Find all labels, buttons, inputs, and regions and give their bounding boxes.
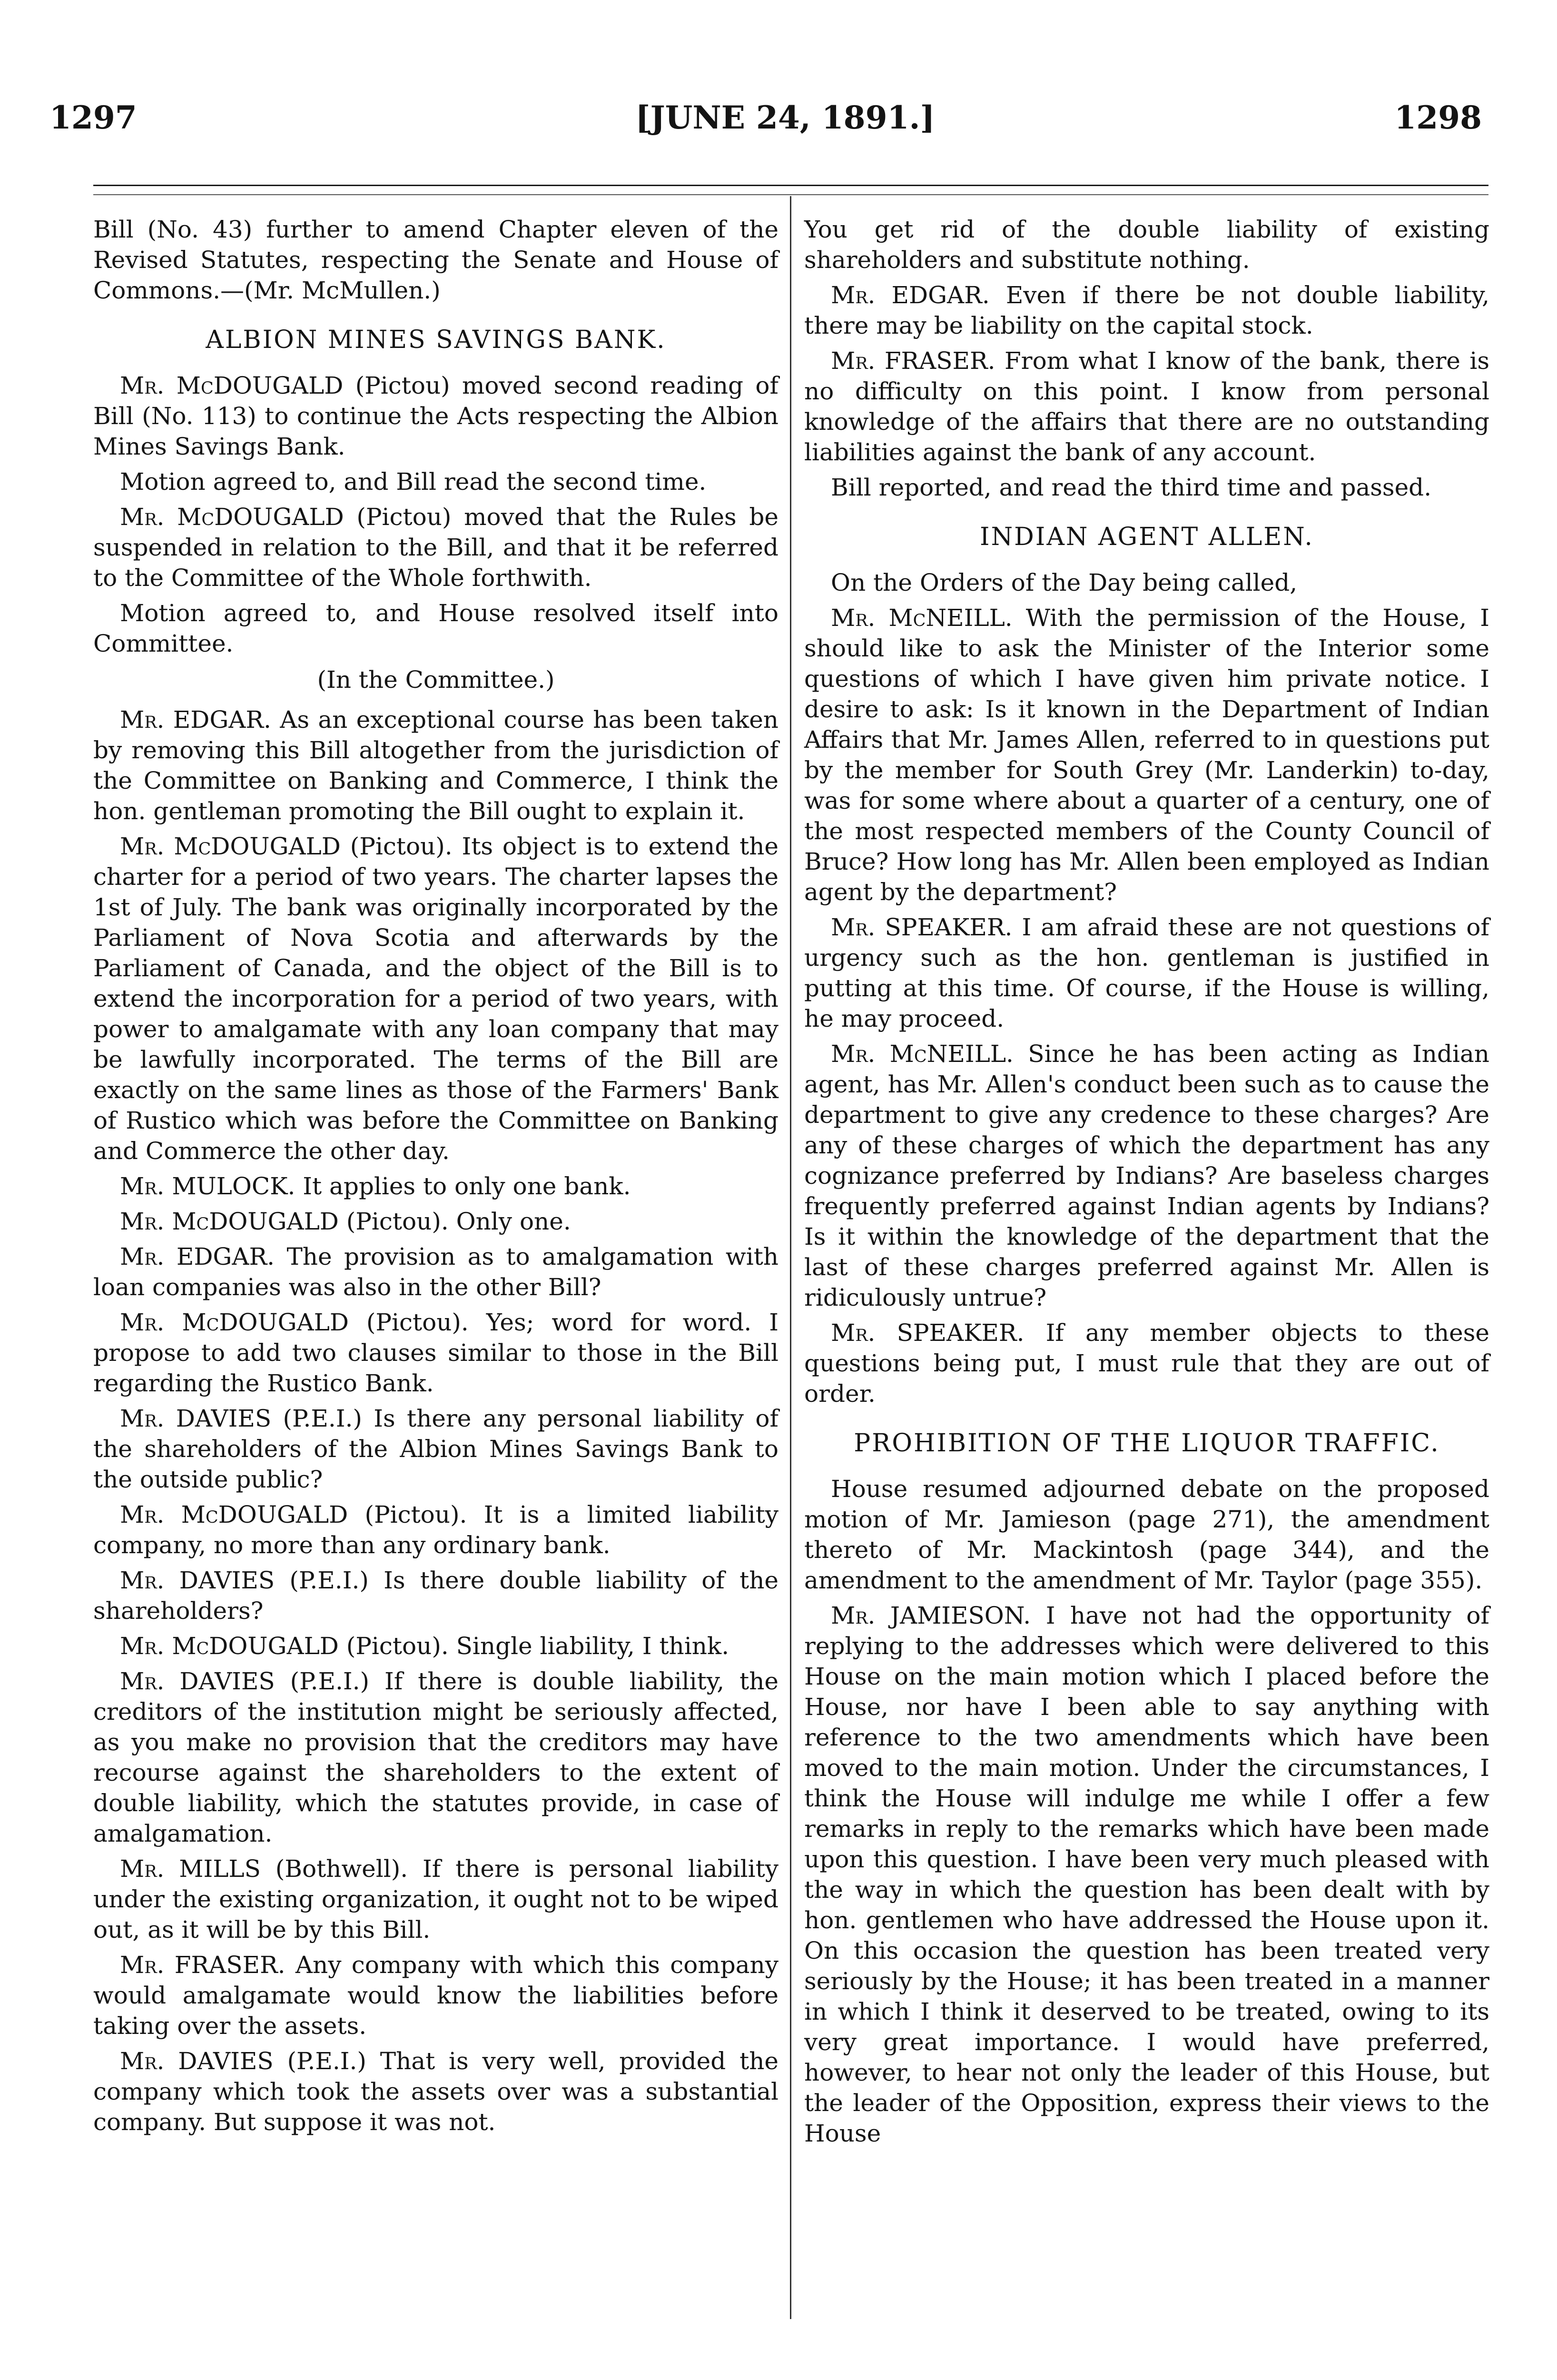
paragraph bbox=[93, 1631, 778, 1661]
speech-text: Even if there be not double liability, there may be liability on the capital stock. bbox=[804, 281, 1490, 339]
speech-text: I have not had the opportunity of replying to the addresses which were delivered to this House on the main motion which I placed before the House, nor have I been able to say anything with reference to the two amendments which have been moved to the main motion. Under the circumstances, I think the House will indulge me while I offer a few remarks in reply to the remarks which have been made upon this question. I have been very much pleased with the way in which the question has been dealt with by hon. gentlemen who have addressed the House upon it. On this occasion the question has been treated very seriously by the House; it has been treated in a manner in which I think it deserved to be treated, owing to its very great importance. I would have preferred, however, to hear not only the leader of this House, but the leader of the Opposition, express their views to the House bbox=[804, 1602, 1490, 2147]
paragraph bbox=[93, 1666, 778, 1849]
left-column bbox=[93, 214, 778, 2142]
section-heading: INDIAN AGENT ALLEN. bbox=[980, 523, 1314, 551]
speaker-name: Mr. EDGAR. bbox=[120, 1243, 275, 1270]
speech-text: (Pictou). It is a limited liability company, no more than any ordinary bank. bbox=[93, 1501, 778, 1559]
speaker-name: Mr. McDOUGALD bbox=[120, 1632, 339, 1660]
paragraph: On the Orders of the Day being called, bbox=[831, 569, 1298, 596]
paragraph bbox=[93, 1854, 778, 1945]
paragraph bbox=[93, 1171, 778, 1201]
page-header bbox=[0, 99, 1557, 151]
paragraph bbox=[93, 502, 778, 593]
paragraph bbox=[804, 1318, 1489, 1409]
speech-text: (Pictou). Single liability, I think. bbox=[346, 1632, 729, 1660]
speech-text: Any company with which this company would amalgamate would know the liabilities before taking over the assets. bbox=[93, 1951, 778, 2040]
committee-note: (In the Committee.) bbox=[317, 666, 555, 694]
paragraph: House resumed adjourned debate on the proposed motion of Mr. Jamieson (page 271), the amendment thereto of Mr. Mackintosh (page 344), and the amendment to the amendment of Mr. Taylor (page 355). bbox=[804, 1475, 1489, 1594]
paragraph bbox=[93, 831, 778, 1166]
speech-text: (Pictou) moved that the Rules be suspended in relation to the Bill, and that it be referred to the Committee of the Whole forthwith. bbox=[93, 503, 778, 592]
page-date: [JUNE 24, 1891.] bbox=[635, 99, 935, 136]
speaker-name: Mr. McDOUGALD bbox=[120, 503, 344, 531]
paragraph bbox=[93, 1403, 778, 1495]
speech-text: (P.E.I.) That is very well, provided the company which took the assets over was a substantial company. But suppose it was not. bbox=[93, 2047, 778, 2136]
speaker-name: Mr. DAVIES bbox=[120, 1667, 275, 1695]
right-column bbox=[804, 214, 1489, 2153]
speech-text: (P.E.I.) Is there any personal liability of the shareholders of the Albion Mines Savings Bank to the outside public? bbox=[93, 1405, 778, 1493]
speech-text: I am afraid these are not questions of urgency such as the hon. gentleman is justified in putting at this time. Of course, if the House is willing, he may proceed. bbox=[804, 913, 1489, 1032]
paragraph bbox=[804, 1039, 1489, 1313]
speaker-name: Mr. McNEILL. bbox=[831, 1040, 1014, 1068]
speaker-name: Mr. EDGAR. bbox=[120, 706, 271, 734]
speech-text: (Pictou). Only one. bbox=[346, 1208, 571, 1235]
speaker-name: Mr. McDOUGALD bbox=[120, 1208, 339, 1235]
speech-text: (Pictou). Its object is to extend the charter for a period of two years. The charter lapses the 1st of July. The bank was originally incorporated by the Parliament of Nova Scotia and afterwards by the Parliament of Canada, and the object of the Bill is to extend the incorporation for a period of two years, with power to amalgamate with any loan company that may be lawfully incorporated. The terms of the Bill are exactly on the same lines as those of the Farmers' Bank of Rustico which was before the Committee on Banking and Commerce the other day. bbox=[93, 833, 778, 1165]
paragraph bbox=[93, 1241, 778, 1302]
page-number-right: 1298 bbox=[1394, 99, 1482, 136]
speech-text: (P.E.I.) If there is double liability, the creditors of the institution might be seriously affected, as you make no provision that the creditors may have recourse against the shareholders to the extent of double liability, which the statutes provide, in case of amalgamation. bbox=[93, 1667, 778, 1847]
paragraph bbox=[93, 370, 778, 462]
speech-text: Since he has been acting as Indian agent, has Mr. Allen's conduct been such as to cause the department to give any credence to these charges? Are any of these charges of which the department has any cognizance preferred by Indians? Are baseless charges frequently preferred against Indian agents by Indians? Is it within the knowledge of the department that the last of these charges preferred against Mr. Allen is ridiculously untrue? bbox=[804, 1040, 1489, 1311]
speaker-name: Mr. SPEAKER. bbox=[831, 1319, 1025, 1347]
speaker-name: Mr. SPEAKER. bbox=[831, 913, 1013, 941]
speaker-name: Mr. MILLS bbox=[120, 1855, 261, 1883]
speaker-name: Mr. DAVIES bbox=[120, 1405, 272, 1432]
paragraph: Motion agreed to, and Bill read the second time. bbox=[120, 468, 707, 496]
header-rule bbox=[93, 185, 1488, 186]
paragraph bbox=[93, 2046, 778, 2137]
speech-text: (Bothwell). If there is personal liability under the existing organization, it ought not to be wiped out, as it will be by this Bill. bbox=[93, 1855, 778, 1944]
speaker-name: Mr. FRASER. bbox=[120, 1951, 286, 1979]
speech-text: (P.E.I.) Is there double liability of the shareholders? bbox=[93, 1567, 778, 1625]
speaker-name: Mr. FRASER. bbox=[831, 347, 995, 375]
page-number-left: 1297 bbox=[49, 99, 137, 136]
speaker-name: Mr. McDOUGALD bbox=[120, 372, 344, 399]
paragraph bbox=[93, 1307, 778, 1398]
paragraph: You get rid of the double liability of existing shareholders and substitute nothing. bbox=[804, 216, 1489, 274]
section-heading: ALBION MINES SAVINGS BANK. bbox=[206, 326, 666, 354]
speaker-name: Mr. DAVIES bbox=[120, 1567, 275, 1594]
paragraph bbox=[804, 346, 1489, 467]
paragraph bbox=[804, 603, 1489, 907]
speaker-name: Mr. DAVIES bbox=[120, 2047, 274, 2075]
speech-text: (Pictou). Yes; word for word. I propose to add two clauses similar to those in the Bill regarding the Rustico Bank. bbox=[93, 1309, 778, 1397]
section-heading: PROHIBITION OF THE LIQUOR TRAFFIC. bbox=[854, 1429, 1440, 1458]
speech-text: If any member objects to these questions being put, I must rule that they are out of order. bbox=[804, 1319, 1490, 1408]
header-rule-secondary bbox=[93, 194, 1488, 195]
column-divider bbox=[790, 196, 791, 2319]
speaker-name: Mr. McDOUGALD bbox=[120, 1501, 348, 1528]
paragraph: Bill (No. 43) further to amend Chapter eleven of the Revised Statutes, respecting the Senate and House of Commons.—(Mr. McMullen.) bbox=[93, 216, 778, 304]
speaker-name: Mr. McDOUGALD bbox=[120, 1309, 349, 1336]
speech-text: It applies to only one bank. bbox=[303, 1172, 631, 1200]
speech-text: The provision as to amalgamation with loan companies was also in the other Bill? bbox=[93, 1243, 778, 1301]
paragraph bbox=[804, 1600, 1489, 2149]
paragraph bbox=[93, 1499, 778, 1560]
speaker-name: Mr. JAMIESON. bbox=[831, 1602, 1031, 1629]
speech-text: (Pictou) moved second reading of Bill (No. 113) to continue the Acts respecting the Albion Mines Savings Bank. bbox=[93, 372, 778, 460]
paragraph bbox=[804, 912, 1489, 1034]
paragraph bbox=[93, 1206, 778, 1237]
speech-text: From what I know of the bank, there is no difficulty on this point. I know from personal knowledge of the affairs that there are no outstanding liabilities against the bank of any account. bbox=[804, 347, 1489, 466]
paragraph: Motion agreed to, and House resolved itself into Committee. bbox=[93, 599, 778, 657]
speaker-name: Mr. McDOUGALD bbox=[120, 833, 341, 860]
speaker-name: Mr. MULOCK. bbox=[120, 1172, 296, 1200]
paragraph bbox=[93, 1565, 778, 1626]
speech-text: With the permission of the House, I should like to ask the Minister of the Interior some questions of which I have given him private notice. I desire to ask: Is it known in the Department of Indian Affairs that Mr. James Allen, referred to in questions put by the member for South Grey (Mr. Landerkin) to-day, was for some where about a quarter of a century, one of the most respected members of the County Council of Bruce? How long has Mr. Allen been employed as Indian agent by the department? bbox=[804, 604, 1489, 906]
paragraph bbox=[804, 280, 1489, 341]
speaker-name: Mr. EDGAR. bbox=[831, 281, 990, 309]
speech-text: As an exceptional course has been taken by removing this Bill altogether from the jurisdiction of the Committee on Banking and Commerce, I think the hon. gentleman promoting the Bill ought to explain it. bbox=[93, 706, 778, 825]
paragraph bbox=[93, 1950, 778, 2041]
paragraph bbox=[93, 704, 778, 826]
paragraph: Bill reported, and read the third time and passed. bbox=[831, 474, 1432, 501]
speaker-name: Mr. McNEILL. bbox=[831, 604, 1013, 632]
